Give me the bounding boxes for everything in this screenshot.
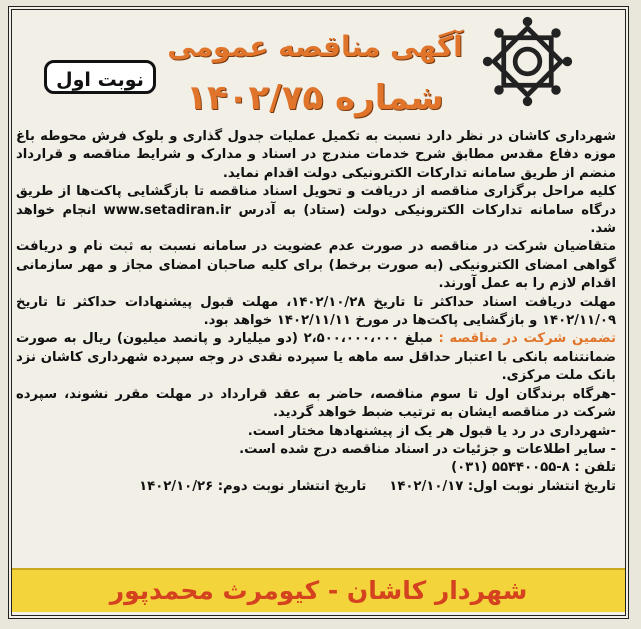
paragraph-guarantee [16,330,616,385]
publication-dates [16,478,616,496]
ad-body [16,128,616,496]
mayor-signature-band: شهردار کاشان - کیومرث محمدپور [12,568,625,612]
phone-number: تلفن : ۸-۵۵۴۴۰۰۵۵ (۰۳۱) [451,460,616,476]
setad-url-link[interactable]: www.setadiran.ir [103,202,232,218]
paragraph-procedure [16,183,616,238]
paragraph-forfeit: -هرگاه برندگان اول تا سوم مناقصه، حاضر به عقد قرارداد در مهلت مقرر نشوند، سپرده شرکت در مناقصه ایشان به ترتیب ضبط خواهد گردید. [16,386,616,421]
paragraph-registration: متقاضیان شرکت در مناقصه در صورت عدم عضویت در سامانه نسبت به ثبت نام و دریافت گواهی امضای الکترونیکی (به صورت برخط) برای کلیه صاحبان امضای مجاز و مهر سازمانی اقدام لازم را به عمل آورند. [16,239,616,292]
paragraph-description: شهرداری کاشان در نظر دارد نسبت به تکمیل عملیات جدول گذاری و بلوک فرش محوطه باغ موزه دفاع مقدس مطابق شرح خدمات مندرج در اسناد و مدارک و شرایط مناقصه و قرارداد منضم از طریق سامانه تدارکات الکترونیکی دولت اقدام نماید. [16,129,616,181]
guarantee-label: تضمین شرکت در مناقصه : [438,331,616,347]
paragraph-deadlines: مهلت دریافت اسناد حداکثر تا تاریخ ۱۴۰۲/۱۰/۲۸، مهلت قبول پیشنهادات حداکثر تا تاریخ ۱۴۰۲/۱۱/۰۹ و بازگشایی پاکت‌ها در مورخ ۱۴۰۲/۱۱/۱۱ خواهد بود. [16,294,616,329]
kashan-municipality-emblem-icon [480,14,575,109]
publication-round-badge: نوبت اول [44,60,156,94]
paragraph-details: - سایر اطلاعات و جزئیات در اسناد مناقصه درج شده است. [239,441,616,457]
publication-date-first: تاریخ انتشار نوبت اول: ۱۴۰۲/۱۰/۱۷ [389,478,616,494]
paragraph-rights: -شهرداری در رد یا قبول هر یک از پیشنهادها مختار است. [247,423,616,439]
guarantee-text: مبلغ ۲،۵۰۰،۰۰۰،۰۰۰ (دو میلیارد و پانصد میلیون) ریال به صورت ضمانتنامه بانکی با اعتبار حداقل سه ماهه یا سپرده نقدی در وجه سپرده شهرداری کاشان نزد بانک ملت مرکزی. [16,331,616,384]
procedure-text: کلیه مراحل برگزاری مناقصه از دریافت و تحویل اسناد مناقصه تا بازگشایی پاکت‌ها از طریق درگاه سامانه تدارکات الکترونیکی دولت (ستاد) به آدرس [16,184,617,218]
ad-title: آگهی مناقصه عمومی [167,30,463,63]
procedure-end-text: انجام خواهد شد. [16,202,616,237]
tender-number: شماره ۱۴۰۲/۷۵ [186,78,444,118]
publication-date-second: تاریخ انتشار نوبت دوم: ۱۴۰۲/۱۰/۲۶ [139,478,367,494]
